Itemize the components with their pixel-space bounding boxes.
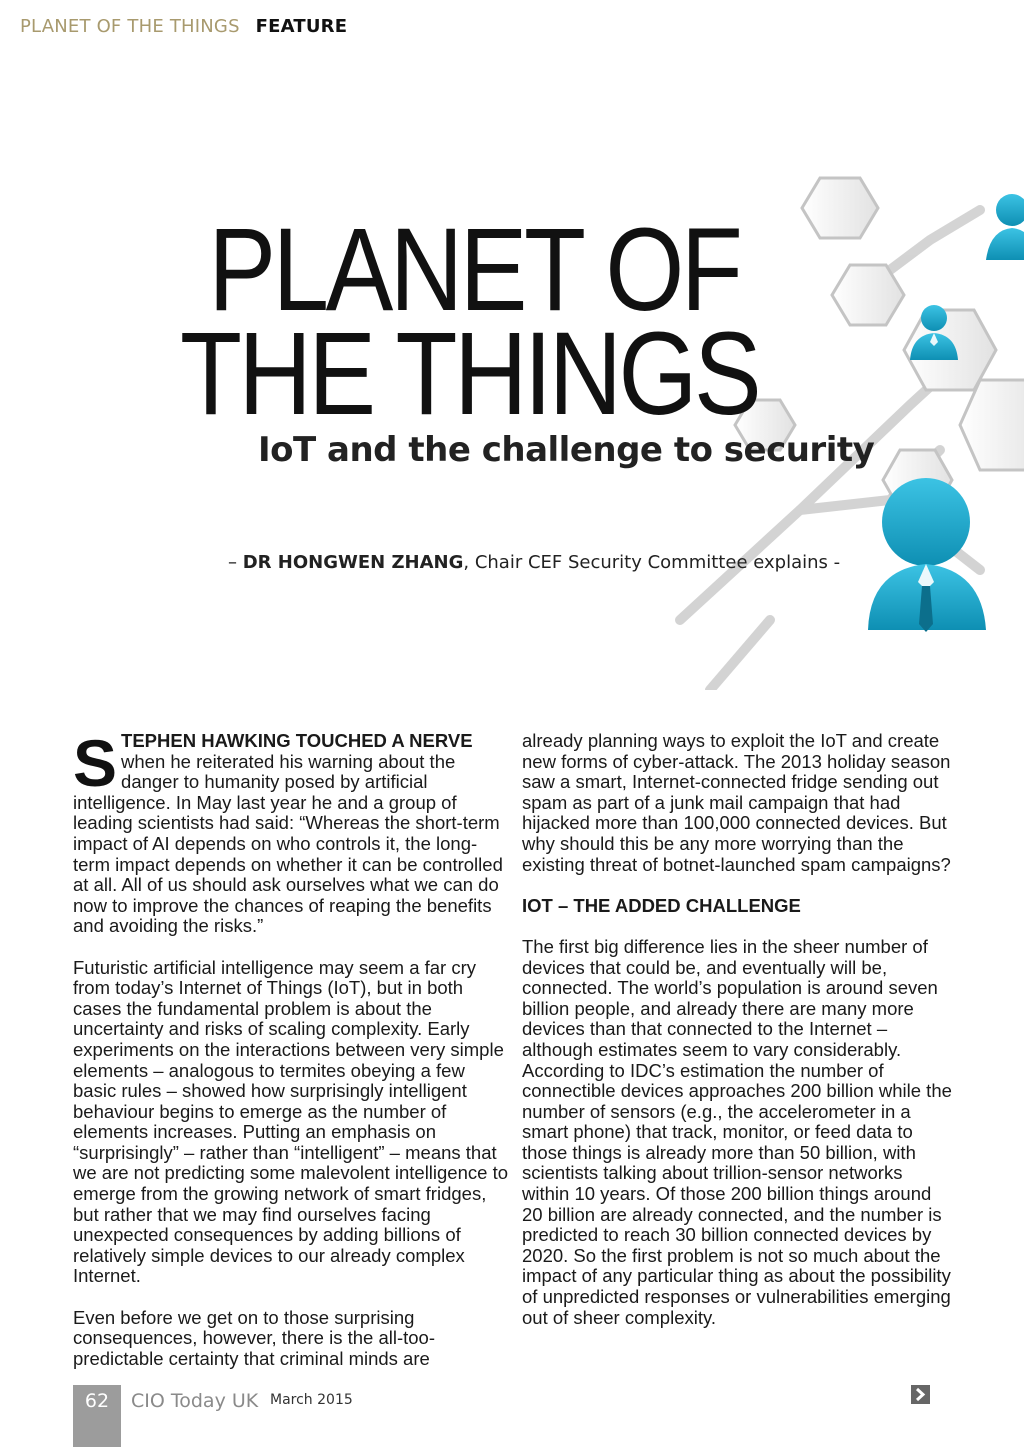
byline-role: , Chair CEF Security Committee explains - [463,552,841,573]
article-column-left [73,726,513,1390]
header-feature-label: FEATURE [255,16,348,37]
byline-prefix: – [228,552,243,573]
page-number: 62 [84,1390,110,1412]
byline-author: DR HONGWEN ZHANG [242,552,464,573]
paragraph [73,726,513,937]
magazine-name: CIO Today UK [131,1390,259,1412]
header-section: PLANET OF THE THINGS [20,16,240,37]
title-line-2: THE THINGS [180,308,759,440]
running-header [20,16,347,37]
title-line-1: PLANET OF [208,204,740,336]
paragraph-3: Even before we get on to those surprising consequences, however, there is the all-too-predictable certainty that criminal minds are [73,1306,435,1369]
section-heading: IOT – THE ADDED CHALLENGE [522,894,801,916]
byline [228,552,840,573]
paragraph-4: already planning ways to exploit the IoT and create new forms of cyber-attack. The 2013 holiday season saw a smart, Internet-connected fridge sending out spam as part of a junk mail campaign that had hijacked more than 100,000 connected devices. But why should this be any more worrying than the existing threat of botnet-launched spam campaigns? [522,730,951,875]
article-title [180,204,782,440]
issue-date: March 2015 [270,1392,353,1408]
paragraph-1-text: when he reiterated his warning about the danger to humanity posed by artificial intelligence. In May last year he and a group of leading scientists had said: “Whereas the short-term impact of AI depends on who controls it, the long-term impact depends on whether it can be controlled at all. All of us should ask ourselves what we can do now to improve the chances of reaping the benefits and avoiding the risks.” [73,750,503,937]
drop-cap: S [73,726,118,800]
lead-in: TEPHEN HAWKING TOUCHED A NERVE [121,730,473,751]
arrow-right-icon [911,1385,930,1404]
next-page-arrow-icon[interactable] [911,1385,930,1404]
article-column-right [522,731,952,1349]
article-subtitle: IoT and the challenge to security [258,430,875,470]
paragraph-5: The first big difference lies in the sheer number of devices that could be, and eventually will be, connected. The world’s population is around seven billion people, and already there are many more devices than that connected to the Internet – although estimates seem to vary considerably. According to IDC’s estimation the number of connectible devices approaches 200 billion while the number of sensors (e.g., the accelerometer in a smart phone) that track, monitor, or feed data to those things is already more than 50 billion, with scientists talking about trillion-sensor networks within 10 years. Of those 200 billion things around 20 billion are already connected, and the number is predicted to reach 30 billion connected devices by 2020. So the first problem is not so much about the impact of any particular thing as about the possibility of unpredicted responses or vulnerabilities emerging out of sheer complexity. [522,935,952,1328]
paragraph-2: Futuristic artificial intelligence may seem a far cry from today’s Internet of Things (IoT), but in both cases the fundamental problem is about the uncertainty and risks of scaling complexity. Early experiments on the interactions between very simple elements – analogous to termites obeying a few basic rules – showed how surprisingly intelligent behaviour begins to emerge as the number of elements increases. Putting an emphasis on “surprisingly” – rather than “intelligent” – means that we are not predicting some malevolent intelligence to emerge from the growing network of smart fridges, but rather that we may find ourselves facing unexpected consequences by adding billions of relatively simple devices to our already complex Internet. [73,956,508,1287]
